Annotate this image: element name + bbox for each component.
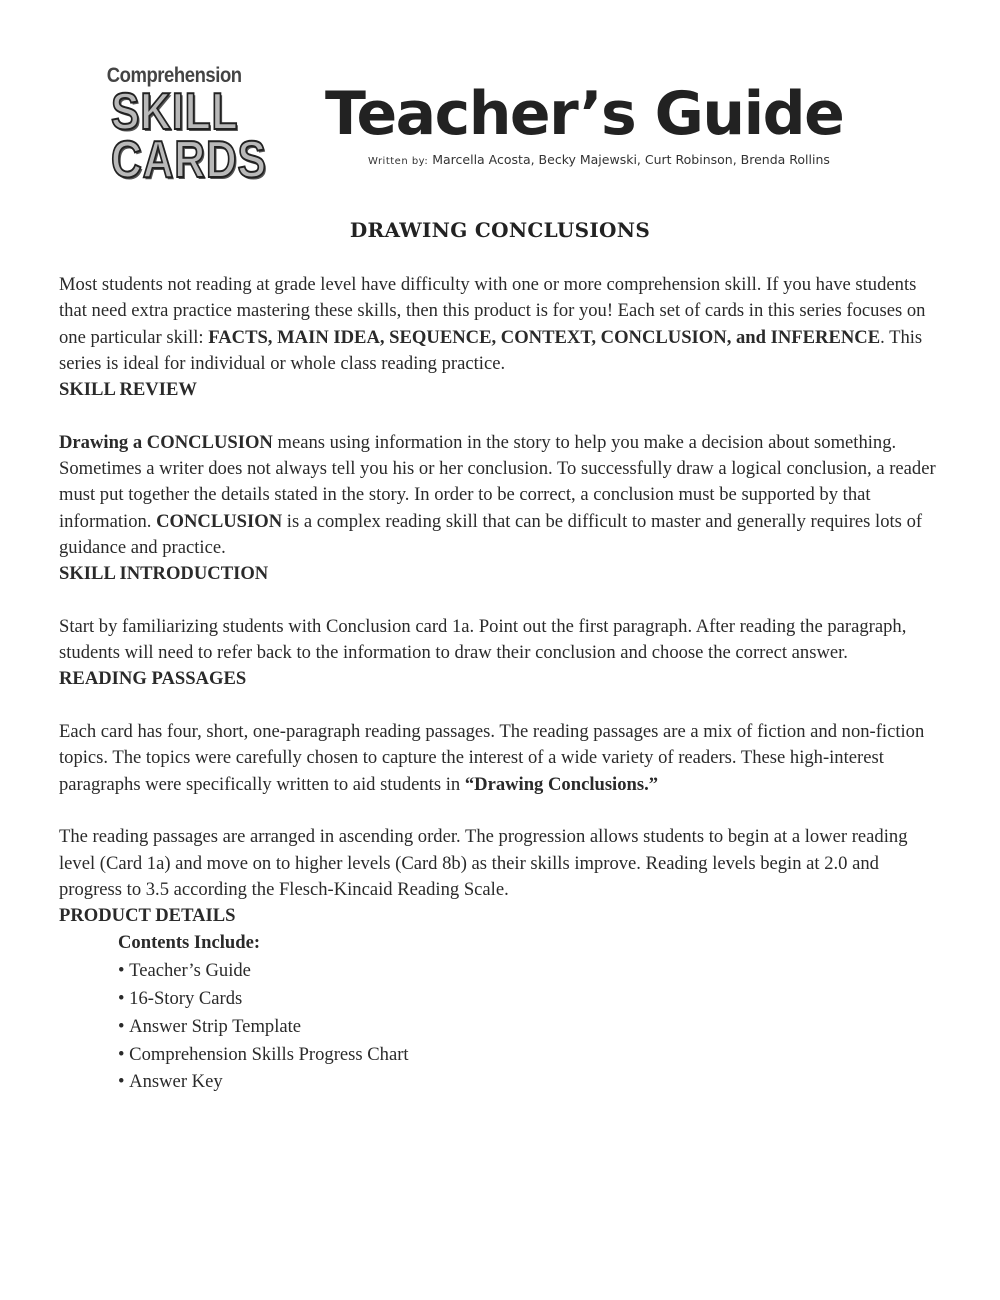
written-by-label: Written by:	[368, 156, 429, 167]
logo-line-3: CARDS	[111, 131, 267, 189]
reading-passages-paragraph-2: The reading passages are arranged in ascending order. The progression allows students to begin at a lower reading level (Card 1a) and move on to higher levels (Card 8b) as their skills improve. Reading levels begin at 2.0 and progress to 3.5 according the Flesch-Kincaid Reading Scale.	[59, 826, 908, 900]
skill-review-bold-1: Drawing a CONCLUSION	[59, 431, 273, 453]
list-item: • Teacher’s Guide	[118, 957, 944, 985]
authors-byline	[368, 152, 838, 167]
page-title: Teacher’s Guide	[325, 79, 844, 149]
reading-passages-bold: “Drawing Conclusions.”	[464, 773, 659, 795]
intro-text-1: Most students not reading at grade level have difficulty with one or more comprehension skill. If you have students that need extra practice mastering these skills, then this product is for you! Each set of cards in this series focuses on one particular skill:	[59, 274, 926, 348]
document-body	[59, 272, 944, 1096]
skill-review-heading: SKILL REVIEW	[59, 379, 197, 401]
skill-review-text-2: is a complex reading skill that can be difficult to master and generally requires lots of guidance and practice.	[59, 510, 923, 558]
list-item: • 16-Story Cards	[118, 985, 944, 1013]
skill-introduction-heading: SKILL INTRODUCTION	[59, 563, 269, 585]
contents-list	[118, 957, 944, 1096]
document-heading: DRAWING CONCLUSIONS	[349, 218, 651, 242]
intro-skills-list: FACTS, MAIN IDEA, SEQUENCE, CONTEXT, CONCLUSION, and INFERENCE	[208, 326, 881, 348]
reading-passages-heading: READING PASSAGES	[59, 668, 247, 690]
skill-review-text-1: means using information in the story to help you make a decision about something. Sometimes a writer does not always tell you his or her conclusion. To successfully draw a logical conclusion, a reader must put together the details stated in the story. In order to be correct, a conclusion must be supported by that information.	[59, 431, 936, 532]
list-item: • Answer Key	[118, 1068, 944, 1096]
comprehension-skill-cards-logo	[98, 64, 267, 189]
product-details-contents	[118, 929, 944, 1096]
product-details-heading: PRODUCT DETAILS	[59, 905, 236, 927]
reading-passages-text: Each card has four, short, one-paragraph reading passages. The reading passages are a mix of fiction and non-fiction topics. The topics were carefully chosen to capture the interest of a wide variety of readers. These high-interest paragraphs were specifically written to aid students in	[59, 721, 925, 795]
intro-text-2: . This series is ideal for individual or whole class reading practice.	[59, 326, 923, 374]
list-item: • Comprehension Skills Progress Chart	[118, 1041, 944, 1069]
contents-include-label: Contents Include:	[118, 932, 261, 954]
skill-review-paragraph	[59, 430, 944, 561]
authors-list: Marcella Acosta, Becky Majewski, Curt Robinson, Brenda Rollins	[432, 152, 830, 167]
intro-paragraph	[59, 272, 944, 377]
skill-review-bold-2: CONCLUSION	[156, 510, 283, 532]
skill-introduction-paragraph: Start by familiarizing students with Conclusion card 1a. Point out the first paragraph. After reading the paragraph, students will need to refer back to the information to draw their conclusion and choose the correct answer.	[59, 615, 907, 664]
list-item: • Answer Strip Template	[118, 1013, 944, 1041]
reading-passages-paragraph-1	[59, 719, 944, 798]
logo-line-2: SKILL	[111, 83, 239, 141]
logo-line-1: Comprehension	[106, 64, 242, 87]
